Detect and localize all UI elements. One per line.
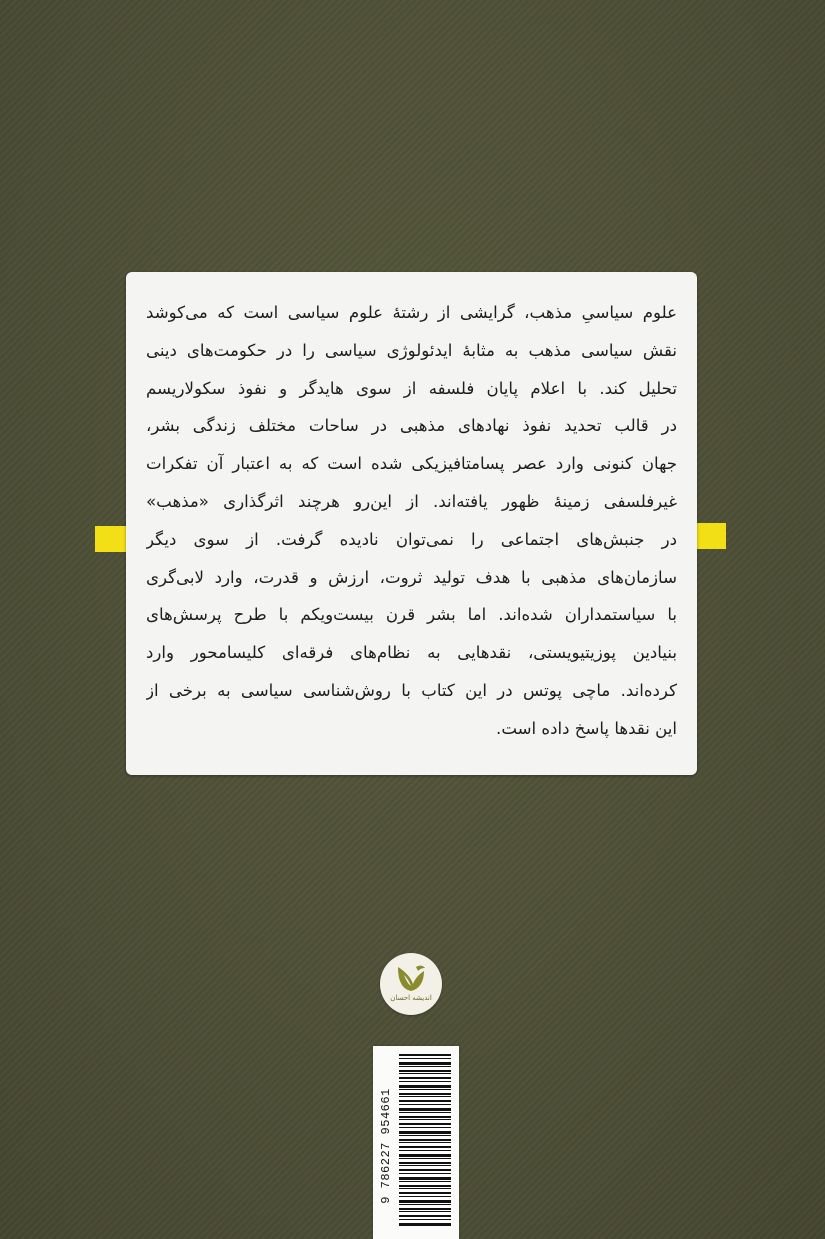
publisher-logo <box>380 953 442 1015</box>
description-line: نقش سیاسی مذهب به مثابهٔ ایدئولوژی سیاسی را در حکومت‌های دینی <box>146 340 677 360</box>
description-line: کرده‌اند. ماچی پوتس در این کتاب با روش‌شناسی سیاسی به برخی از <box>146 680 677 700</box>
publisher-name: اندیشه احسان <box>390 994 432 1002</box>
description-line: بنیادین پوزیتیویستی، نقدهایی به نظام‌های فرقه‌ای کلیسامحور وارد <box>146 643 677 663</box>
description-line: غیرفلسفی زمینهٔ ظهور یافته‌اند. از این‌رو هرچند اثرگذاری «مذهب» <box>146 491 677 511</box>
description-panel <box>126 272 697 775</box>
description-line: در جنبش‌های اجتماعی را نمی‌توان نادیده گرفت. از سوی دیگر <box>146 529 677 549</box>
description-line: این نقدها پاسخ داده است. <box>496 718 677 738</box>
description-line: جهان کنونی وارد عصر پسامتافیزیکی شده است که به اعتبار آن تفکرات <box>146 454 677 474</box>
isbn-number: 9 786227 954661 <box>379 1088 393 1204</box>
bird-logo-icon <box>380 953 442 1015</box>
description-line: در قالب تحدید نفوذ نهادهای مذهبی در ساحات مختلف زندگی بشر، <box>146 416 677 436</box>
description-line: سازمان‌های مذهبی با هدف تولید ثروت، ارزش و قدرت، وارد لابی‌گری <box>146 567 677 587</box>
description-line: علوم سیاسیِ مذهب، گرایشی از رشتهٔ علوم سیاسی است که می‌کوشد <box>146 303 677 322</box>
isbn-barcode <box>373 1046 459 1239</box>
description-line: تحلیل کند. با اعلام پایان فلسفه از سوی هایدگر و نفوذ سکولاریسم <box>146 378 677 398</box>
description-text <box>146 294 677 748</box>
barcode-bars <box>399 1054 451 1226</box>
description-line: با سیاستمداران شده‌اند. اما بشر قرن بیست‌ویکم با طرح پرسش‌های <box>146 605 677 625</box>
